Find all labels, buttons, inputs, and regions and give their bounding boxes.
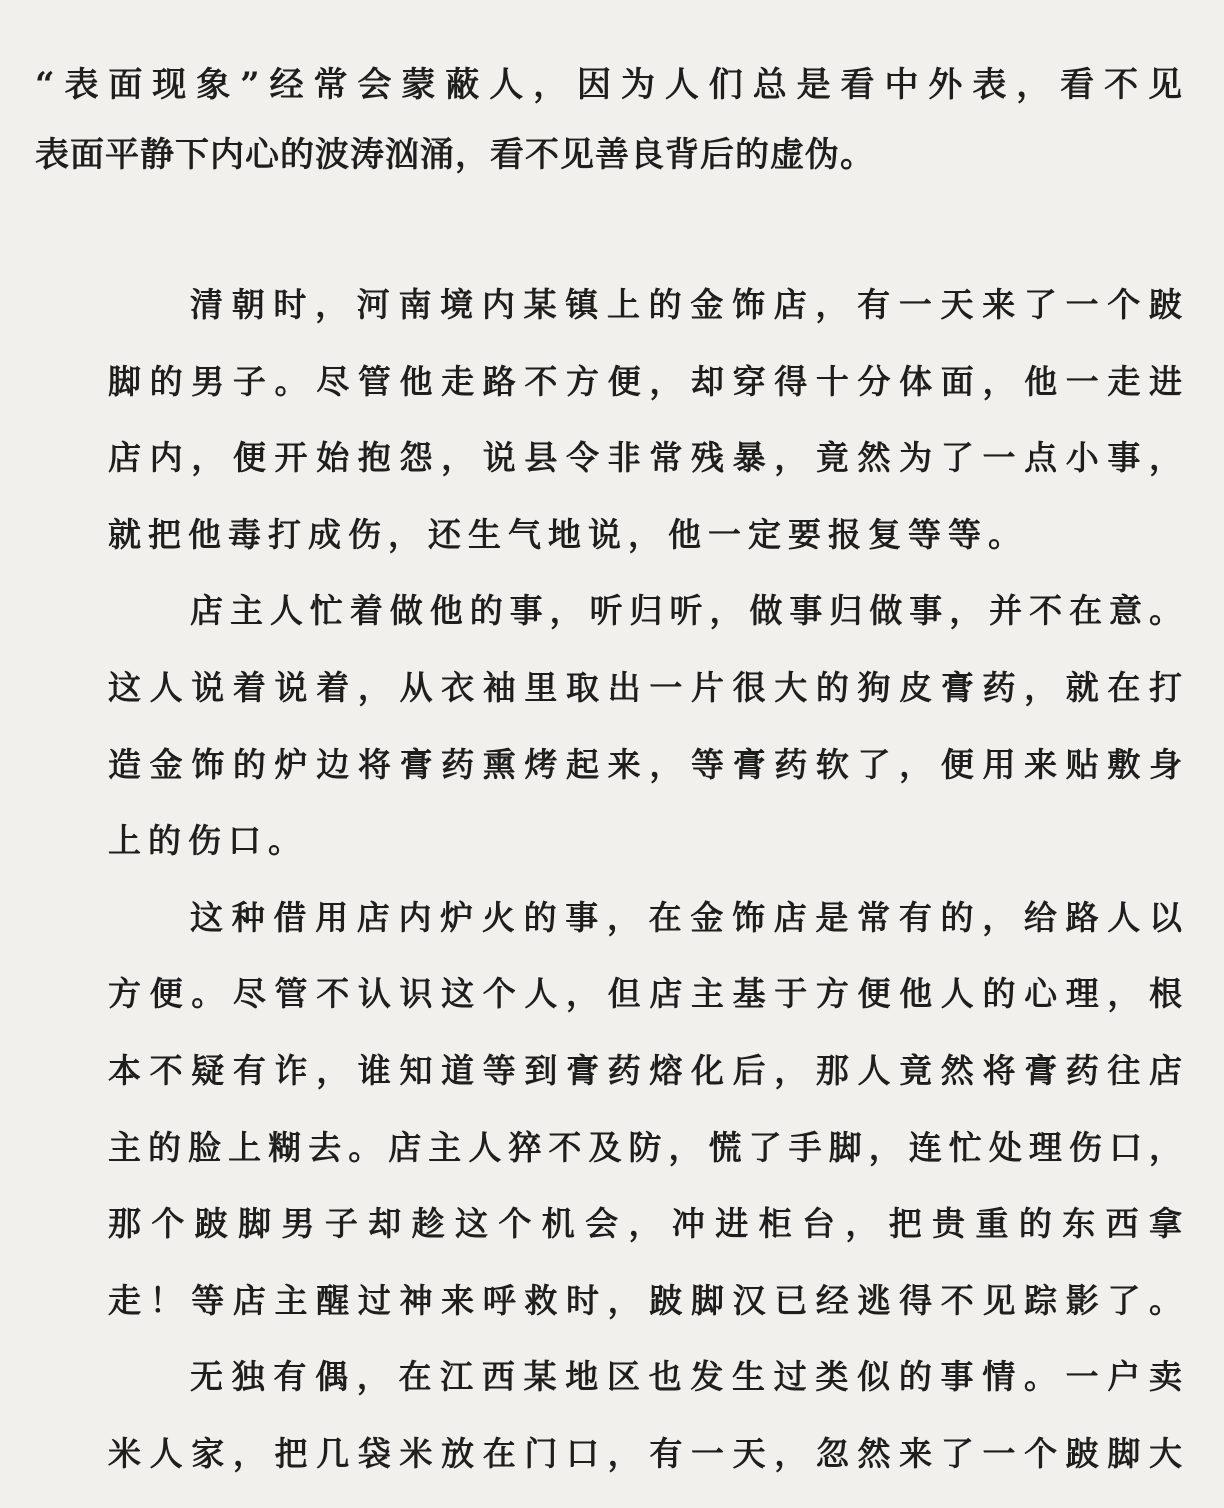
text-line: 这种借用店内炉火的事，在金饰店是常有的，给路人以 <box>190 897 1182 937</box>
text-line: 店内，便开始抱怨，说县令非常残暴，竟然为了一点小事， <box>108 438 1182 478</box>
text-line: 本不疑有诈，谁知道等到膏药熔化后，那人竟然将膏药往店 <box>108 1050 1182 1090</box>
text-line: 主的脸上糊去。店主人猝不及防，慌了手脚，连忙处理伤口， <box>108 1127 1182 1167</box>
story-body <box>108 267 1182 1493</box>
text-line: 清朝时，河南境内某镇上的金饰店，有一天来了一个跛 <box>190 285 1182 324</box>
text-line: 表面平静下内心的波涛汹涌，看不见善良背后的虚伪。 <box>35 135 875 175</box>
text-line: 走！等店主醒过神来呼救时，跛脚汉已经逃得不见踪影了。 <box>108 1280 1182 1320</box>
text-line: 方便。尽管不认识这个人，但店主基于方便他人的心理，根 <box>108 974 1182 1014</box>
text-line: 无独有偶，在江西某地区也发生过类似的事情。一户卖 <box>190 1357 1182 1397</box>
text-line: 店主人忙着做他的事，听归听，做事归做事，并不在意。 <box>190 591 1182 631</box>
intro-paragraph <box>35 50 1182 190</box>
text-line: 造金饰的炉边将膏药熏烤起来，等膏药软了，便用来贴敷身 <box>108 744 1182 784</box>
text-line: 就把他毒打成伤，还生气地说，他一定要报复等等。 <box>108 514 1028 554</box>
text-line: 这人说着说着，从衣袖里取出一片很大的狗皮膏药，就在打 <box>108 667 1182 707</box>
text-line: 上的伤口。 <box>108 821 308 861</box>
text-line: 脚的男子。尽管他走路不方便，却穿得十分体面，他一走进 <box>108 361 1182 401</box>
text-line: “表面现象”经常会蒙蔽人，因为人们总是看中外表，看不见 <box>35 65 1182 105</box>
text-line: 米人家，把几袋米放在门口，有一天，忽然来了一个跛脚大 <box>108 1433 1182 1473</box>
text-line: 那个跛脚男子却趁这个机会，冲进柜台，把贵重的东西拿 <box>108 1204 1182 1244</box>
